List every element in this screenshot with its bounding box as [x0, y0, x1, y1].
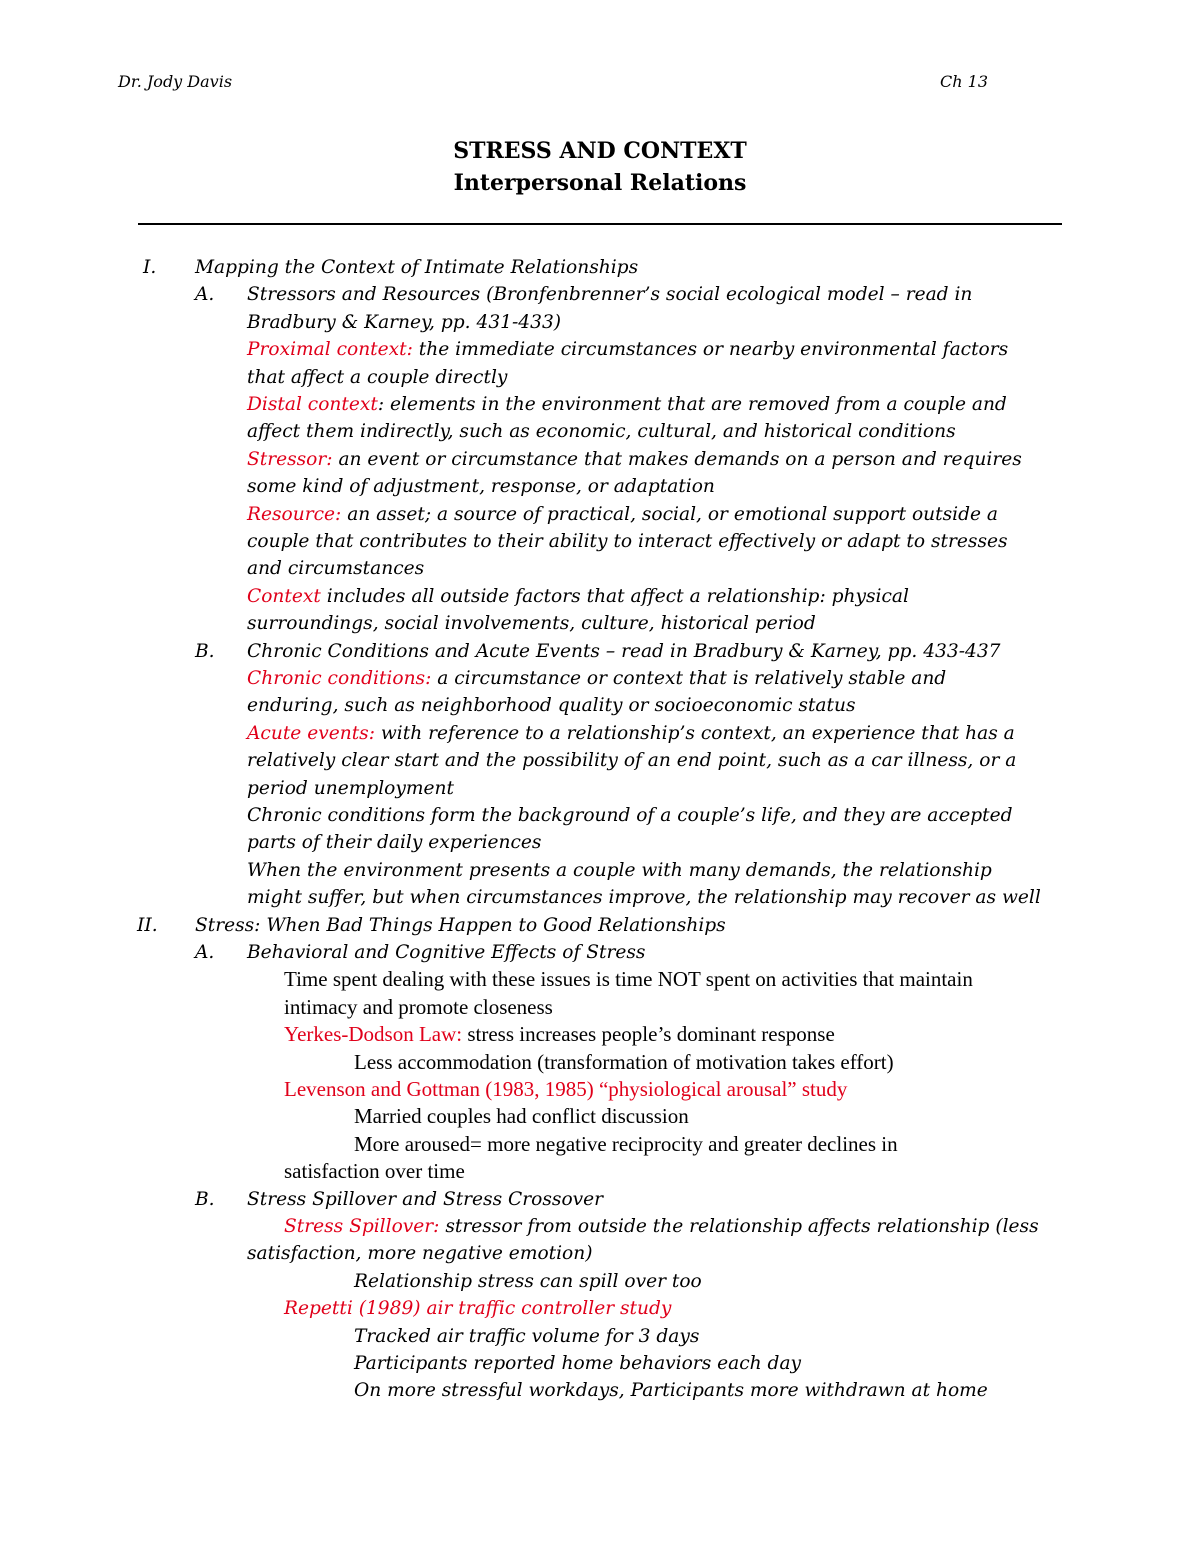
term-stressor-def: an event or circumstance that makes demands on a person and requires: [332, 448, 1022, 470]
title-block: [138, 136, 1062, 200]
subsection-1a-line2: Bradbury & Karney, pp. 431-433): [247, 311, 562, 333]
levenson-gottman-sub1: Married couples had conflict discussion: [354, 1104, 689, 1129]
time-spent-line1: Time spent dealing with these issues is time NOT spent on activities that maintain: [284, 967, 973, 992]
stress-spillover-def-line2: satisfaction, more negative emotion): [247, 1243, 593, 1265]
term-acute-label: Acute events:: [247, 722, 375, 744]
stress-spillover-label: Stress Spillover:: [284, 1216, 440, 1237]
term-chronic-label: Chronic conditions:: [247, 668, 432, 689]
repetti-sub3: On more stressful workdays, Participants more withdrawn at home: [354, 1380, 988, 1402]
yerkes-dodson: [284, 1021, 835, 1048]
term-distal: [247, 391, 1007, 418]
term-context: [247, 583, 909, 610]
stress-spillover-sub: Relationship stress can spill over too: [354, 1270, 702, 1292]
term-proximal-label: Proximal context:: [247, 339, 413, 361]
section-2-title: Stress: When Bad Things Happen to Good Relationships: [195, 914, 726, 936]
levenson-gottman-sub2-line1: More aroused= more negative reciprocity and greater declines in: [354, 1131, 898, 1156]
term-distal-label: Distal context: [247, 394, 378, 415]
term-resource-label: Resource:: [247, 503, 342, 525]
yerkes-dodson-label: Yerkes-Dodson Law:: [284, 1022, 463, 1047]
term-context-label: Context: [247, 585, 321, 607]
section-1-number: I.: [143, 257, 157, 278]
subsection-2a-title: Behavioral and Cognitive Effects of Stress: [247, 942, 646, 963]
term-context-def-line2: surroundings, social involvements, culture, historical period: [247, 613, 816, 635]
term-context-def: includes all outside factors that affect a relationship: physical: [320, 585, 909, 607]
term-proximal-def: the immediate circumstances or nearby environmental factors: [412, 339, 1009, 361]
subsection-1b-number: B.: [195, 640, 215, 662]
header-author: Dr. Jody Davis: [118, 72, 233, 91]
term-distal-def-line2: affect them indirectly, such as economic, cultural, and historical conditions: [247, 421, 956, 443]
term-stressor: [247, 446, 1022, 473]
term-distal-def: : elements in the environment that are removed from a couple and: [377, 394, 1007, 415]
page-subtitle: Interpersonal Relations: [453, 170, 747, 196]
subsection-1a-line1: Stressors and Resources (Bronfenbrenner’s social ecological model – read in: [247, 284, 973, 306]
subsection-1b-title: Chronic Conditions and Acute Events – read in Bradbury & Karney, pp. 433-437: [247, 640, 1001, 662]
subsection-1a-number: A.: [195, 284, 215, 306]
term-resource: [247, 501, 998, 528]
section-1-title: Mapping the Context of Intimate Relationships: [195, 257, 639, 278]
page-title: STRESS AND CONTEXT: [453, 138, 747, 164]
term-chronic-def-line2: enduring, such as neighborhood quality or socioeconomic status: [247, 695, 856, 717]
chronic-background-line2: parts of their daily experiences: [247, 832, 542, 854]
term-chronic-def: a circumstance or context that is relatively stable and: [431, 668, 947, 689]
term-proximal: [247, 336, 1008, 363]
term-acute: [247, 720, 1015, 747]
time-spent-line2: intimacy and promote closeness: [284, 994, 553, 1019]
yerkes-dodson-sub: Less accommodation (transformation of motivation takes effort): [354, 1049, 894, 1074]
environment-demands-line2: might suffer, but when circumstances improve, the relationship may recover as well: [247, 887, 1041, 909]
term-acute-def-line2: relatively clear start and the possibility of an end point, such as a car illness, or a: [247, 750, 1017, 772]
levenson-gottman-study: Levenson and Gottman (1983, 1985) “physiological arousal” study: [284, 1077, 848, 1101]
stress-spillover: [284, 1213, 1039, 1240]
term-resource-def-line3: and circumstances: [247, 558, 425, 580]
section-2-number: II.: [137, 914, 158, 936]
term-acute-def-line3: period unemployment: [247, 777, 454, 799]
header-chapter: Ch 13: [940, 72, 988, 91]
title-divider: [138, 223, 1062, 225]
term-proximal-def-line2: that affect a couple directly: [247, 366, 508, 388]
term-resource-def-line2: couple that contributes to their ability to interact effectively or adapt to stresses: [247, 531, 1008, 552]
levenson-gottman-sub2-line2: satisfaction over time: [284, 1159, 465, 1184]
term-stressor-label: Stressor:: [247, 448, 333, 470]
chronic-background-line1: Chronic conditions form the background of a couple’s life, and they are accepted: [247, 805, 1013, 826]
term-chronic: [247, 665, 946, 692]
subsection-2b-number: B.: [195, 1188, 215, 1210]
environment-demands-line1: When the environment presents a couple with many demands, the relationship: [247, 859, 992, 881]
subsection-2b-title: Stress Spillover and Stress Crossover: [247, 1188, 604, 1210]
stress-spillover-def: stressor from outside the relationship affects relationship (less: [439, 1216, 1039, 1237]
term-acute-def: with reference to a relationship’s context, an experience that has a: [374, 722, 1015, 744]
term-resource-def: an asset; a source of practical, social, or emotional support outside a: [341, 503, 999, 525]
yerkes-dodson-def: stress increases people’s dominant response: [462, 1022, 835, 1047]
term-stressor-def-line2: some kind of adjustment, response, or adaptation: [247, 476, 715, 498]
repetti-sub2: Participants reported home behaviors each day: [354, 1353, 802, 1374]
repetti-sub1: Tracked air traffic volume for 3 days: [354, 1325, 700, 1347]
repetti-study: Repetti (1989) air traffic controller study: [284, 1298, 672, 1320]
subsection-2a-number: A.: [195, 942, 215, 963]
